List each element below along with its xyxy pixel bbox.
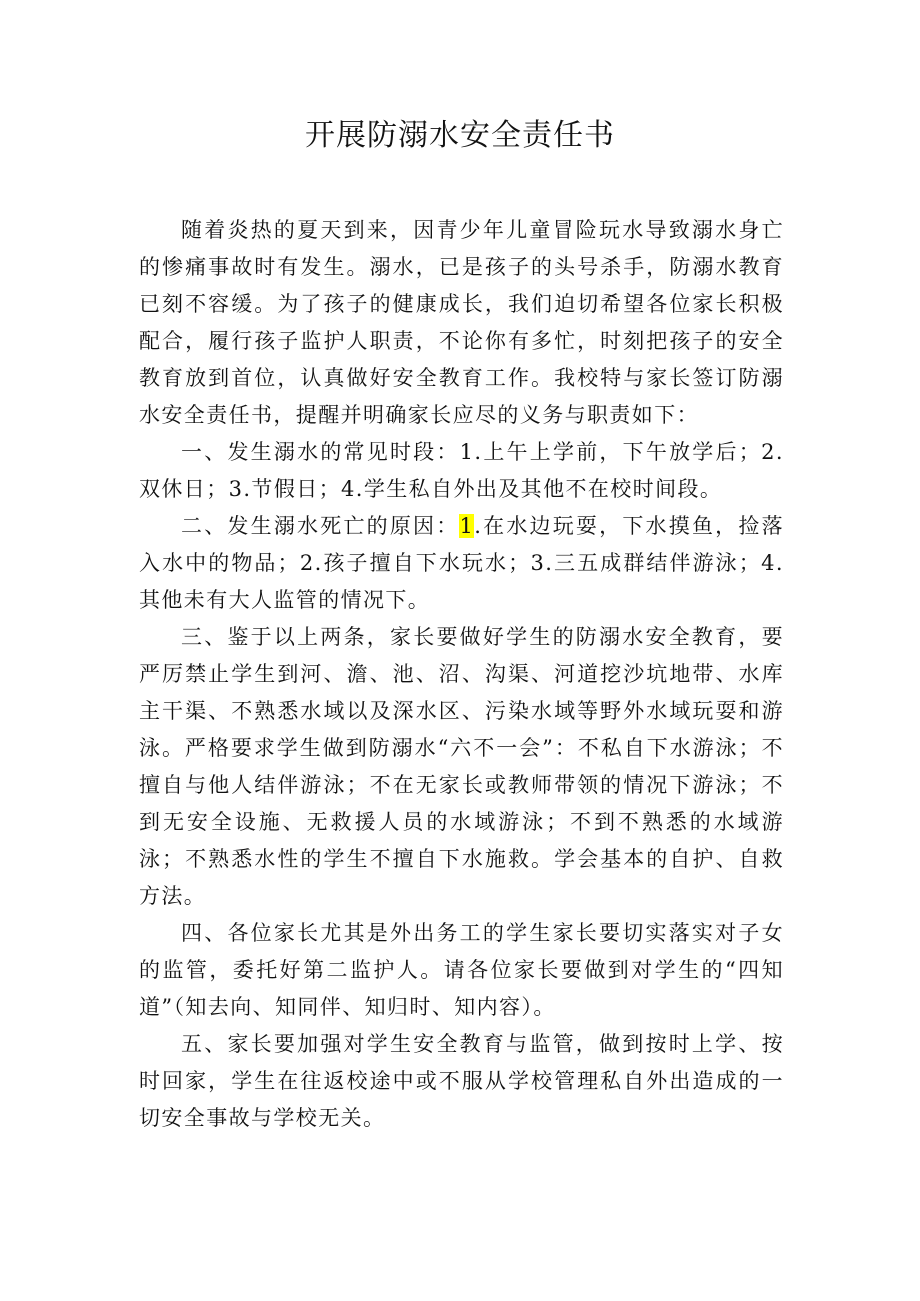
paragraph-item-2-rest: .在水边玩耍，下水摸鱼，捡落入水中的物品；2.孩子擅自下水玩水；3.三五成群结伴游泳；4.其他未有大人监管的情况下。 bbox=[139, 514, 784, 612]
highlighted-text: 1 bbox=[459, 514, 475, 538]
paragraph-item-5: 五、家长要加强对学生安全教育与监管，做到按时上学、按时回家，学生在往返校途中或不服从学校管理私自外出造成的一切安全事故与学校无关。 bbox=[139, 1032, 784, 1130]
paragraph-item-4: 四、各位家长尤其是外出务工的学生家长要切实落实对子女的监管，委托好第二监护人。请各位家长要做到对学生的“四知道”（知去向、知同伴、知归时、知内容）。 bbox=[139, 921, 784, 1019]
paragraph-item-3: 三、鉴于以上两条，家长要做好学生的防溺水安全教育，要严厉禁止学生到河、澹、池、沼、沟渠、河道挖沙坑地带、水库主干渠、不熟悉水域以及深水区、污染水域等野外水域玩耍和游泳。严格要求学生做到防溺水“六不一会”：不私自下水游泳；不擅自与他人结伴游泳；不在无家长或教师带领的情况下游泳；不到无安全设施、无救援人员的水域游泳；不到不熟悉的水域游泳；不熟悉水性的学生不擅自下水施救。学会基本的自护、自救方法。 bbox=[139, 625, 784, 908]
paragraph-intro: 随着炎热的夏天到来，因青少年儿童冒险玩水导致溺水身亡的惨痛事故时有发生。溺水，已是孩子的头号杀手，防溺水教育已刻不容缓。为了孩子的健康成长，我们迫切希望各位家长积极配合，履行孩子监护人职责，不论你有多忙，时刻把孩子的安全教育放到首位，认真做好安全教育工作。我校特与家长签订防溺水安全责任书，提醒并明确家长应尽的义务与职责如下： bbox=[139, 218, 784, 427]
paragraph-item-2 bbox=[139, 508, 784, 619]
document-title: 开展防溺水安全责任书 bbox=[305, 118, 615, 153]
paragraph-item-1: 一、发生溺水的常见时段：1.上午上学前，下午放学后；2.双休日；3.节假日；4.学生私自外出及其他不在校时间段。 bbox=[139, 440, 784, 501]
document-body bbox=[139, 212, 784, 1137]
paragraph-item-2-lead: 二、发生溺水死亡的原因： bbox=[181, 514, 460, 538]
